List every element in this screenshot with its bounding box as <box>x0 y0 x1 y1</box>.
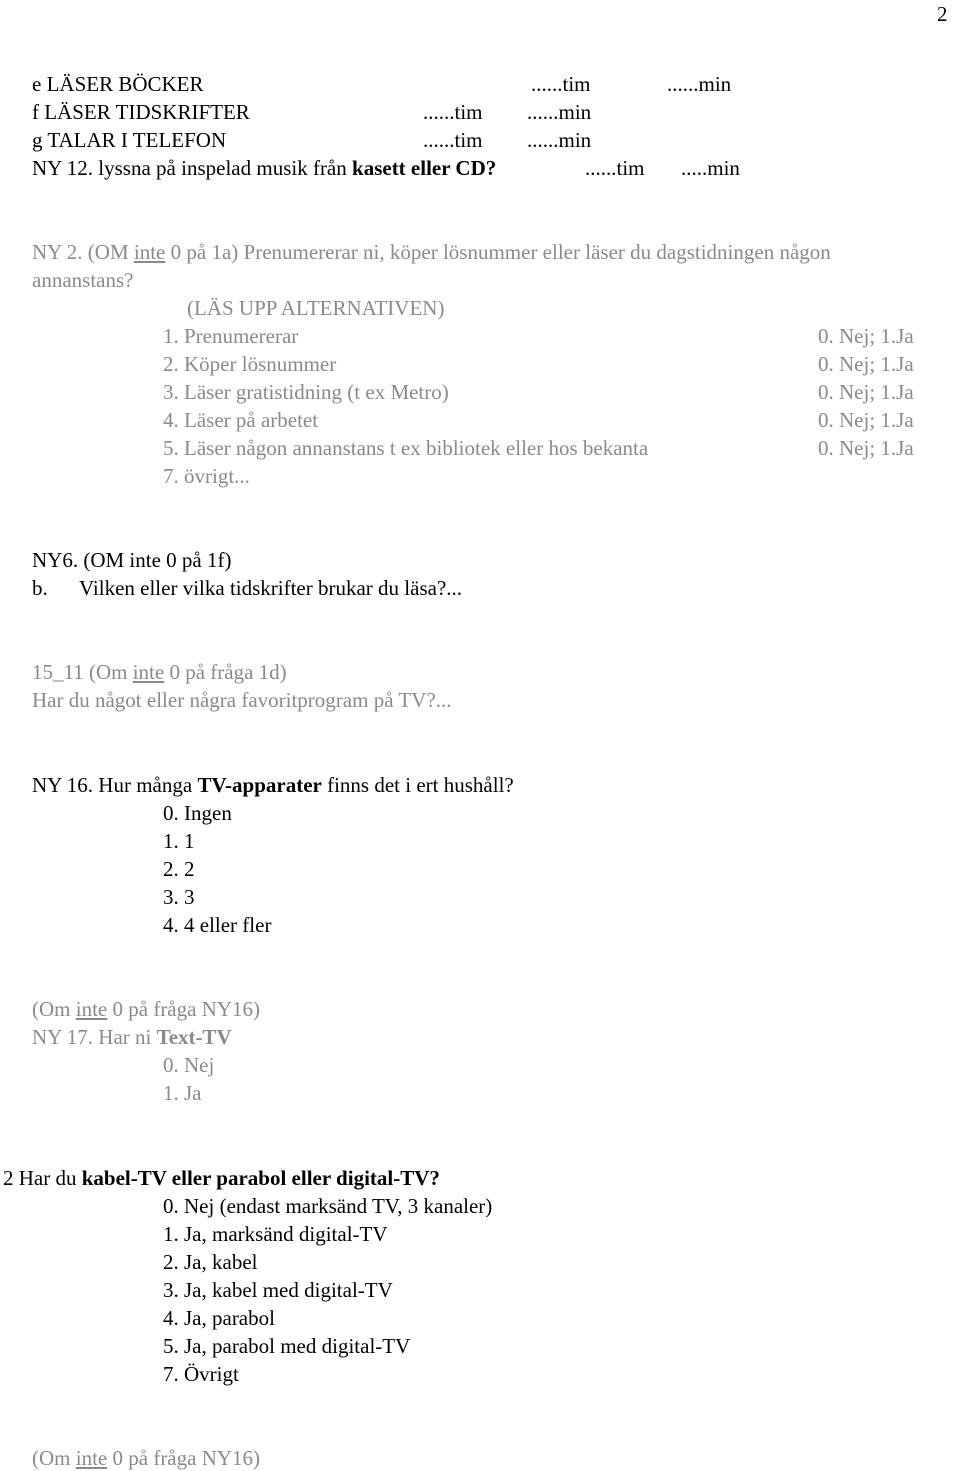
question-ny17 <box>32 1025 232 1049</box>
footer-condition-prefix: (Om <box>32 1446 76 1470</box>
option-item: 0. Nej <box>163 1053 215 1077</box>
time-row-label-text: NY 12. lyssna på inspelad musik från <box>32 156 353 180</box>
footer-condition <box>32 1446 260 1470</box>
question-ny6-sub-prefix: b. <box>32 576 48 600</box>
option-other: 7. övrigt... <box>163 464 250 488</box>
question-ny17-cond-underline: inte <box>75 997 108 1021</box>
question-ny17-cond-suffix: 0 på fråga NY16) <box>107 997 261 1021</box>
question-ny16-bold: TV-apparater <box>197 773 322 797</box>
question-ny16 <box>32 773 514 797</box>
footer-condition-suffix: 0 på fråga NY16) <box>107 1446 261 1470</box>
question-15-11-underline: inte <box>132 660 165 684</box>
time-row-min: ......min <box>527 128 592 152</box>
question-2-bold: kabel-TV eller parabol eller digital-TV? <box>81 1166 440 1190</box>
time-row-label-bold: kasett eller CD? <box>352 156 497 180</box>
time-row-label <box>32 156 496 180</box>
option-item: 3. 3 <box>163 885 195 909</box>
time-row-label: f LÄSER TIDSKRIFTER <box>32 100 250 124</box>
option-answer: 0. Nej; 1.Ja <box>818 436 914 460</box>
time-row-min: ......min <box>667 72 732 96</box>
question-15-11 <box>32 660 287 684</box>
option-item: 7. Övrigt <box>163 1362 239 1386</box>
question-ny2-underline: inte <box>133 240 166 264</box>
time-row-min: .....min <box>681 156 740 180</box>
question-15-11-text: Har du något eller några favoritprogram på TV?... <box>32 688 452 712</box>
option-item: 1. Ja <box>163 1081 202 1105</box>
time-row-tim: ......tim <box>423 100 483 124</box>
option-item: 2. Ja, kabel <box>163 1250 258 1274</box>
option-item: 2. 2 <box>163 857 195 881</box>
option-answer: 0. Nej; 1.Ja <box>818 380 914 404</box>
page-number: 2 <box>937 2 948 26</box>
question-ny16-prefix: NY 16. Hur många <box>32 773 198 797</box>
option-label: 1. Prenumererar <box>163 324 299 348</box>
question-ny17-prefix: NY 17. Har ni <box>32 1025 157 1049</box>
option-item: 4. Ja, parabol <box>163 1306 275 1330</box>
time-row-label: e LÄSER BÖCKER <box>32 72 204 96</box>
time-row-tim: ......tim <box>531 72 591 96</box>
option-answer: 0. Nej; 1.Ja <box>818 408 914 432</box>
option-label: 4. Läser på arbetet <box>163 408 319 432</box>
option-answer: 0. Nej; 1.Ja <box>818 324 914 348</box>
question-ny2-instruction: (LÄS UPP ALTERNATIVEN) <box>187 296 445 320</box>
question-ny6-sub-text: Vilken eller vilka tidskrifter brukar du läsa?... <box>79 576 463 600</box>
question-ny2-suffix: 0 på 1a) Prenumererar ni, köper lösnummer eller läser du dagstidningen någon <box>165 240 831 264</box>
time-row-tim: ......tim <box>585 156 645 180</box>
option-item: 5. Ja, parabol med digital-TV <box>163 1334 411 1358</box>
time-row-min: ......min <box>527 100 592 124</box>
question-2-prefix: 2 Har du <box>3 1166 82 1190</box>
option-item: 4. 4 eller fler <box>163 913 272 937</box>
option-item: 0. Ingen <box>163 801 232 825</box>
question-ny2-prefix: NY 2. (OM <box>32 240 134 264</box>
question-ny6: NY6. (OM inte 0 på 1f) <box>32 548 232 572</box>
question-ny2-line2: annanstans? <box>32 268 134 292</box>
option-item: 1. Ja, marksänd digital-TV <box>163 1222 388 1246</box>
question-15-11-prefix: 15_11 (Om <box>32 660 133 684</box>
time-row-tim: ......tim <box>423 128 483 152</box>
question-ny16-suffix: finns det i ert hushåll? <box>321 773 514 797</box>
option-item: 1. 1 <box>163 829 195 853</box>
question-15-11-suffix: 0 på fråga 1d) <box>164 660 287 684</box>
option-label: 2. Köper lösnummer <box>163 352 337 376</box>
option-label: 3. Läser gratistidning (t ex Metro) <box>163 380 449 404</box>
question-ny17-bold: Text-TV <box>156 1025 232 1049</box>
option-item: 3. Ja, kabel med digital-TV <box>163 1278 393 1302</box>
question-2 <box>3 1166 440 1190</box>
option-label: 5. Läser någon annanstans t ex bibliotek eller hos bekanta <box>163 436 649 460</box>
option-answer: 0. Nej; 1.Ja <box>818 352 914 376</box>
question-ny2 <box>32 240 831 264</box>
question-ny17-condition <box>32 997 260 1021</box>
time-row-label: g TALAR I TELEFON <box>32 128 227 152</box>
option-item: 0. Nej (endast marksänd TV, 3 kanaler) <box>163 1194 493 1218</box>
footer-condition-underline: inte <box>75 1446 108 1470</box>
question-ny17-cond-prefix: (Om <box>32 997 76 1021</box>
